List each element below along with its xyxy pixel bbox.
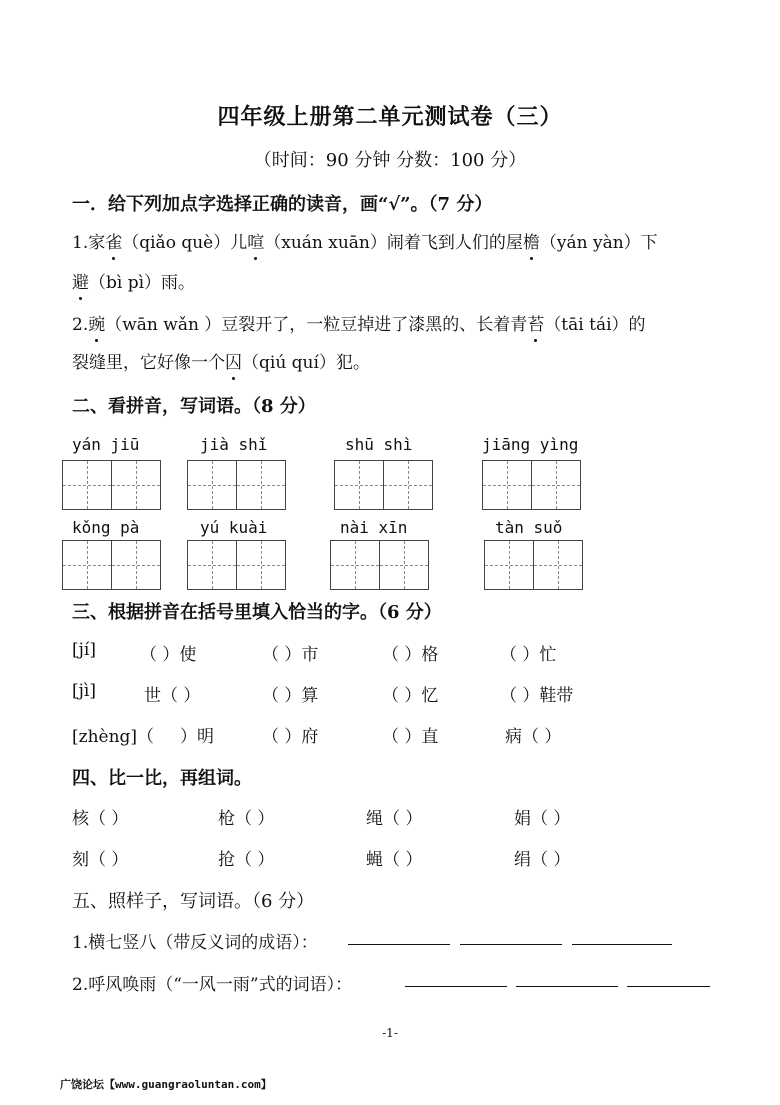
q1-dotted-char-2: 喧 <box>247 233 265 253</box>
section-3-pinyin: [jì] <box>72 681 96 701</box>
fill-blank-item[interactable]: （ ）格 <box>382 645 439 665</box>
section-3-pinyin: [jí] <box>72 640 96 660</box>
q1-text-c: （qiǎo què）儿 <box>122 233 248 253</box>
answer-line[interactable] <box>405 986 507 987</box>
q2-dotted-char-2: 苔 <box>527 315 545 335</box>
pinyin-label: yú kuài <box>200 518 268 537</box>
section-3-heading: 三、根据拼音在括号里填入恰当的字。（6 分） <box>72 602 442 623</box>
compare-word-item[interactable]: 绳（ ） <box>366 809 423 829</box>
q1-text-i: （bì pì）雨。 <box>89 273 196 293</box>
writing-grid[interactable] <box>484 540 583 590</box>
section-1-question-2-line-1 <box>72 310 646 335</box>
pinyin-label: tàn suǒ <box>495 518 563 537</box>
q1-text-g: （yán yàn）下 <box>539 233 658 253</box>
section-3-pinyin: [zhèng]（ <box>72 727 155 747</box>
compare-word-item[interactable]: 娟（ ） <box>514 809 571 829</box>
fill-blank-item[interactable]: 病（ ） <box>505 727 562 747</box>
writing-grid[interactable] <box>334 460 433 510</box>
compare-word-item[interactable]: 抢（ ） <box>218 850 275 870</box>
fill-blank-item[interactable]: 世（ ） <box>144 686 201 706</box>
q2-dotted-char-3: 囚 <box>225 353 242 373</box>
pinyin-label: kǒng pà <box>72 518 140 537</box>
section-5-question-1: 1.横七竖八（带反义词的成语）： <box>72 933 318 953</box>
compare-word-item[interactable]: 绢（ ） <box>514 850 571 870</box>
compare-word-item[interactable]: 枪（ ） <box>218 809 275 829</box>
page-subtitle: （时间：90 分钟 分数：100 分） <box>253 150 527 171</box>
answer-line[interactable] <box>348 944 450 945</box>
compare-word-item[interactable]: 刻（ ） <box>72 850 129 870</box>
section-5-question-2: 2.呼风唤雨（“一风一雨”式的词语）： <box>72 975 353 995</box>
answer-line[interactable] <box>460 944 562 945</box>
writing-grid[interactable] <box>482 460 581 510</box>
q2-text-e: （tāi tái）的 <box>544 315 646 335</box>
q1-dotted-char-4: 避 <box>72 273 89 293</box>
q1-text-a: 1.家 <box>72 233 106 253</box>
fill-blank-item[interactable]: （ ）算 <box>262 686 319 706</box>
writing-grid[interactable] <box>62 540 161 590</box>
writing-grid[interactable] <box>187 460 286 510</box>
fill-blank-item[interactable]: ）明 <box>180 727 214 747</box>
page-title: 四年级上册第二单元测试卷（三） <box>217 104 563 130</box>
section-1-question-1-line-1 <box>72 228 658 253</box>
q2-text-c: （wān wǎn ）豆裂开了，一粒豆掉进了漆黑的、长着青 <box>105 315 528 335</box>
writing-grid[interactable] <box>62 460 161 510</box>
answer-line[interactable] <box>516 986 618 987</box>
answer-line[interactable] <box>572 944 672 945</box>
section-1-question-1-line-2 <box>72 268 195 293</box>
q1-text-e: （xuán xuān）闹着飞到人们的屋 <box>264 233 523 253</box>
pinyin-label: nài xīn <box>340 518 408 537</box>
section-2-heading: 二、看拼音，写词语。（8 分） <box>72 396 316 417</box>
fill-blank-item[interactable]: （ ）鞋带 <box>500 686 574 706</box>
pinyin-label: shū shì <box>345 435 413 454</box>
q1-dotted-char-1: 雀 <box>105 233 123 253</box>
section-1-question-2-line-2 <box>72 348 370 373</box>
section-1-heading: 一．给下列加点字选择正确的读音，画“√”。（7 分） <box>72 194 493 215</box>
fill-blank-item[interactable]: （ ）忙 <box>500 645 557 665</box>
fill-blank-item[interactable]: （ ）使 <box>140 645 197 665</box>
writing-grid[interactable] <box>330 540 429 590</box>
q2-text-f: 裂缝里，它好像一个 <box>72 353 225 373</box>
page-number: -1- <box>382 1026 398 1040</box>
section-4-heading: 四、比一比，再组词。 <box>72 768 252 789</box>
compare-word-item[interactable]: 核（ ） <box>72 809 129 829</box>
fill-blank-item[interactable]: （ ）府 <box>262 727 319 747</box>
footer-source: 广饶论坛【www.guangraoluntan.com】 <box>60 1078 272 1091</box>
pinyin-label: jiāng yìng <box>482 435 579 454</box>
q1-dotted-char-3: 檐 <box>522 233 540 253</box>
writing-grid[interactable] <box>187 540 286 590</box>
answer-line[interactable] <box>627 986 710 987</box>
pinyin-label: jià shǐ <box>200 435 268 454</box>
fill-blank-item[interactable]: （ ）市 <box>262 645 319 665</box>
pinyin-label: yán jiū <box>72 435 140 454</box>
q2-text-h: （qiú quí）犯。 <box>242 353 370 373</box>
q2-text-a: 2. <box>72 315 89 335</box>
fill-blank-item[interactable]: （ ）直 <box>382 727 439 747</box>
section-5-heading: 五、照样子，写词语。（6 分） <box>72 891 315 912</box>
q2-dotted-char-1: 豌 <box>88 315 106 335</box>
compare-word-item[interactable]: 蝇（ ） <box>366 850 423 870</box>
fill-blank-item[interactable]: （ ）忆 <box>382 686 439 706</box>
